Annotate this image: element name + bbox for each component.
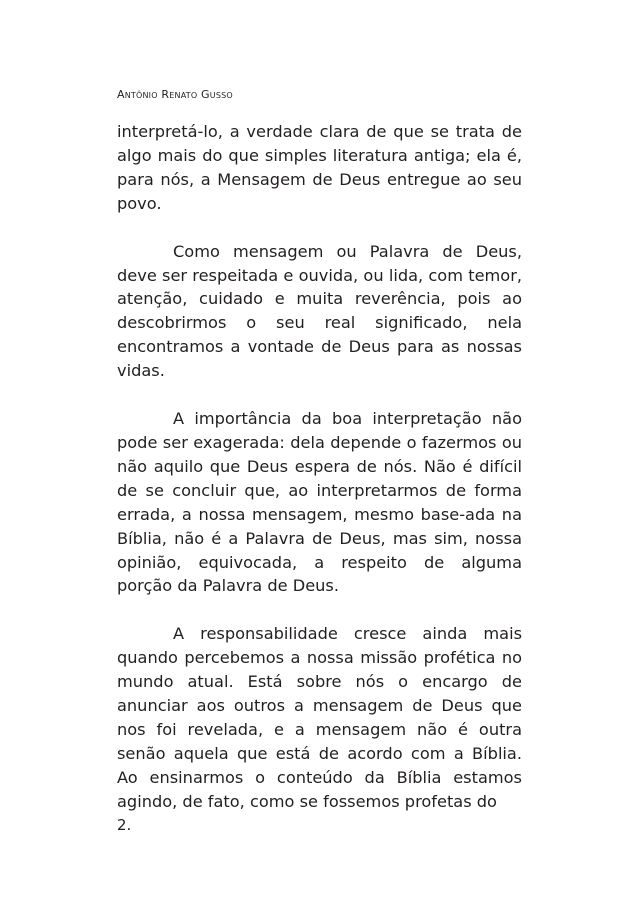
paragraph-3: A importância da boa interpretação não pode ser exagerada: dela depende o fazermos ou não aquilo que Deus espera de nós. Não é difícil de se concluir que, ao interpretarmos de forma errada, a nossa mensagem, mesmo base-ada na Bíblia, não é a Palavra de Deus, mas sim, nossa opinião, equivocada, a respeito de alguma porção da Palavra de Deus. xyxy=(117,409,522,596)
page-number: 2. xyxy=(117,816,132,834)
paragraph-2: Como mensagem ou Palavra de Deus, deve ser respeitada e ouvida, ou lida, com temor, atenção, cuidado e muita reverência, pois ao descobrirmos o seu real significado, nela encontramos a vontade de Deus para as nossas vidas. xyxy=(117,241,522,381)
body-text xyxy=(117,120,522,838)
paragraph-4: A responsabilidade cresce ainda mais quando percebemos a nossa missão profética no mundo atual. Está sobre nós o encargo de anunciar aos outros a mensagem de Deus que nos foi revelada, e a mensagem não é outra senão aquela que está de acordo com a Bíblia. Ao ensinarmos o conteúdo da Bíblia estamos agindo, de fato, como se fossemos profetas do xyxy=(117,624,522,811)
running-header: Antônio Renato Gusso xyxy=(117,88,233,101)
paragraph-1: interpretá-lo, a verdade clara de que se trata de algo mais do que simples literatura antiga; ela é, para nós, a Mensagem de Deus entregue ao seu povo. xyxy=(117,122,522,213)
